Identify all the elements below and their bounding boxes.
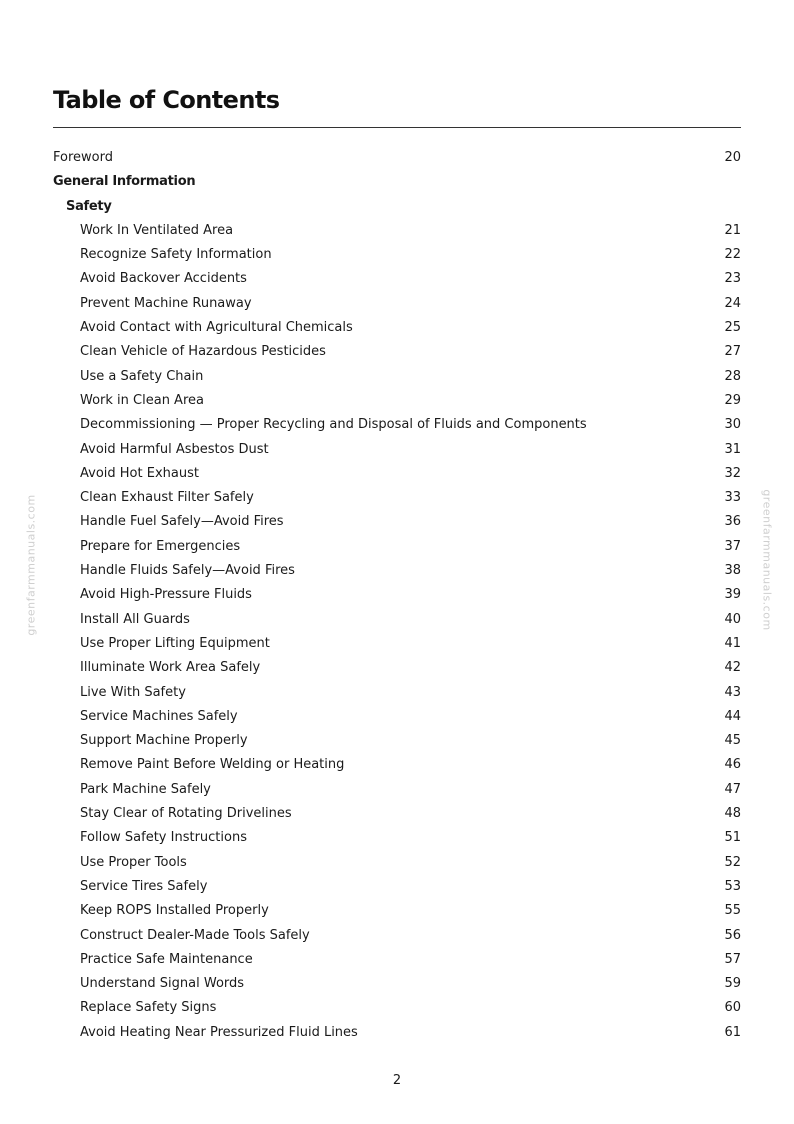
toc-entry[interactable]: [0, 462, 794, 486]
toc-entry-label: Avoid Harmful Asbestos Dust: [80, 441, 269, 457]
toc-entry[interactable]: [0, 972, 794, 996]
toc-entry-label: Stay Clear of Rotating Drivelines: [80, 806, 292, 822]
toc-entry-page: 28: [724, 368, 741, 384]
toc-entry-label: Clean Exhaust Filter Safely: [80, 490, 254, 506]
toc-entry-page: 23: [724, 271, 741, 287]
toc-heading[interactable]: [0, 195, 794, 219]
toc-entry[interactable]: [0, 267, 794, 291]
toc-entry-label: Clean Vehicle of Hazardous Pesticides: [80, 344, 326, 360]
toc-entry[interactable]: [0, 802, 794, 826]
toc-entry[interactable]: [0, 753, 794, 777]
toc-list: [0, 146, 794, 1045]
toc-entry-page: 44: [724, 708, 741, 724]
toc-entry[interactable]: [0, 219, 794, 243]
toc-entry-label: Remove Paint Before Welding or Heating: [80, 757, 345, 773]
toc-entry[interactable]: [0, 146, 794, 170]
toc-entry-label: Safety: [66, 198, 112, 214]
toc-entry[interactable]: [0, 316, 794, 340]
toc-heading[interactable]: [0, 170, 794, 194]
toc-entry-page: 45: [724, 733, 741, 749]
toc-entry-page: 37: [724, 538, 741, 554]
toc-entry[interactable]: [0, 559, 794, 583]
toc-entry-label: Keep ROPS Installed Properly: [80, 903, 269, 919]
toc-entry-page: 30: [724, 417, 741, 433]
toc-entry[interactable]: [0, 996, 794, 1020]
toc-entry-page: 25: [724, 320, 741, 336]
toc-entry[interactable]: [0, 875, 794, 899]
toc-entry-page: 24: [724, 295, 741, 311]
toc-entry[interactable]: [0, 535, 794, 559]
toc-entry[interactable]: [0, 899, 794, 923]
toc-entry-page: 39: [724, 587, 741, 603]
toc-entry[interactable]: [0, 632, 794, 656]
toc-entry-label: Practice Safe Maintenance: [80, 951, 253, 967]
toc-entry-page: 43: [724, 684, 741, 700]
toc-entry-label: General Information: [53, 174, 196, 190]
toc-entry-page: 33: [724, 490, 741, 506]
toc-entry-page: 36: [724, 514, 741, 530]
toc-entry-label: Handle Fuel Safely—Avoid Fires: [80, 514, 284, 530]
watermark-right: greenfarmmanuals.com: [760, 489, 774, 631]
toc-entry-label: Handle Fluids Safely—Avoid Fires: [80, 563, 295, 579]
toc-entry[interactable]: [0, 1021, 794, 1045]
toc-entry-label: Avoid High-Pressure Fluids: [80, 587, 252, 603]
toc-entry-page: 61: [724, 1024, 741, 1040]
toc-entry-page: 48: [724, 806, 741, 822]
toc-entry-label: Support Machine Properly: [80, 733, 248, 749]
toc-entry[interactable]: [0, 608, 794, 632]
toc-entry[interactable]: [0, 851, 794, 875]
toc-entry-page: 20: [724, 150, 741, 165]
page-title: Table of Contents: [53, 86, 280, 114]
page-number: 2: [392, 1073, 402, 1088]
toc-entry-page: 46: [724, 757, 741, 773]
toc-entry-label: Illuminate Work Area Safely: [80, 660, 261, 676]
toc-entry-label: Live With Safety: [80, 684, 186, 700]
toc-entry-label: Avoid Backover Accidents: [80, 271, 247, 287]
toc-entry-label: Service Tires Safely: [80, 878, 208, 894]
toc-entry-page: 41: [724, 635, 741, 651]
toc-entry[interactable]: [0, 826, 794, 850]
toc-entry[interactable]: [0, 365, 794, 389]
toc-entry-page: 38: [724, 563, 741, 579]
toc-entry-page: 40: [724, 611, 741, 627]
toc-entry-page: 60: [724, 1000, 741, 1016]
toc-entry-label: Prepare for Emergencies: [80, 538, 241, 554]
toc-entry[interactable]: [0, 778, 794, 802]
toc-entry-page: 53: [724, 878, 741, 894]
toc-entry-label: Decommissioning — Proper Recycling and Disposal of Fluids and Components: [80, 417, 587, 433]
toc-entry-label: Foreword: [53, 150, 113, 165]
toc-entry-page: 59: [724, 976, 741, 992]
toc-entry-page: 51: [724, 830, 741, 846]
toc-entry[interactable]: [0, 243, 794, 267]
toc-entry-page: 52: [724, 854, 741, 870]
toc-entry[interactable]: [0, 438, 794, 462]
toc-entry-label: Work In Ventilated Area: [80, 222, 234, 238]
toc-entry-label: Replace Safety Signs: [80, 1000, 217, 1016]
toc-entry[interactable]: [0, 340, 794, 364]
toc-entry[interactable]: [0, 729, 794, 753]
toc-entry-page: 21: [724, 222, 741, 238]
toc-entry-page: 56: [724, 927, 741, 943]
toc-entry-page: 22: [724, 247, 741, 263]
toc-entry-label: Park Machine Safely: [80, 781, 211, 797]
toc-entry[interactable]: [0, 389, 794, 413]
toc-entry-label: Understand Signal Words: [80, 976, 245, 992]
toc-entry[interactable]: [0, 948, 794, 972]
watermark-left: greenfarmmanuals.com: [24, 494, 38, 636]
toc-entry-page: 31: [724, 441, 741, 457]
toc-entry-page: 57: [724, 951, 741, 967]
title-divider: [53, 127, 741, 128]
toc-entry-label: Install All Guards: [80, 611, 190, 627]
toc-entry-label: Work in Clean Area: [80, 392, 204, 408]
toc-entry-label: Avoid Contact with Agricultural Chemicals: [80, 320, 353, 336]
toc-entry[interactable]: [0, 705, 794, 729]
toc-entry-page: 55: [724, 903, 741, 919]
toc-entry-label: Avoid Heating Near Pressurized Fluid Lines: [80, 1024, 358, 1040]
toc-entry-label: Follow Safety Instructions: [80, 830, 247, 846]
toc-entry-label: Prevent Machine Runaway: [80, 295, 252, 311]
toc-entry[interactable]: [0, 583, 794, 607]
toc-entry-page: 27: [724, 344, 741, 360]
toc-entry[interactable]: [0, 681, 794, 705]
toc-entry[interactable]: [0, 510, 794, 534]
toc-entry-label: Use Proper Lifting Equipment: [80, 635, 270, 651]
toc-entry-label: Recognize Safety Information: [80, 247, 272, 263]
toc-entry[interactable]: [0, 486, 794, 510]
toc-entry-label: Use a Safety Chain: [80, 368, 204, 384]
toc-entry-label: Avoid Hot Exhaust: [80, 465, 199, 481]
toc-entry[interactable]: [0, 656, 794, 680]
toc-entry-label: Use Proper Tools: [80, 854, 187, 870]
toc-entry-page: 42: [724, 660, 741, 676]
toc-entry[interactable]: [0, 924, 794, 948]
toc-entry-label: Service Machines Safely: [80, 708, 238, 724]
toc-entry-page: 32: [724, 465, 741, 481]
toc-entry-page: 29: [724, 392, 741, 408]
toc-entry-page: 47: [724, 781, 741, 797]
toc-entry-label: Construct Dealer-Made Tools Safely: [80, 927, 310, 943]
toc-entry[interactable]: [0, 413, 794, 437]
toc-entry[interactable]: [0, 292, 794, 316]
